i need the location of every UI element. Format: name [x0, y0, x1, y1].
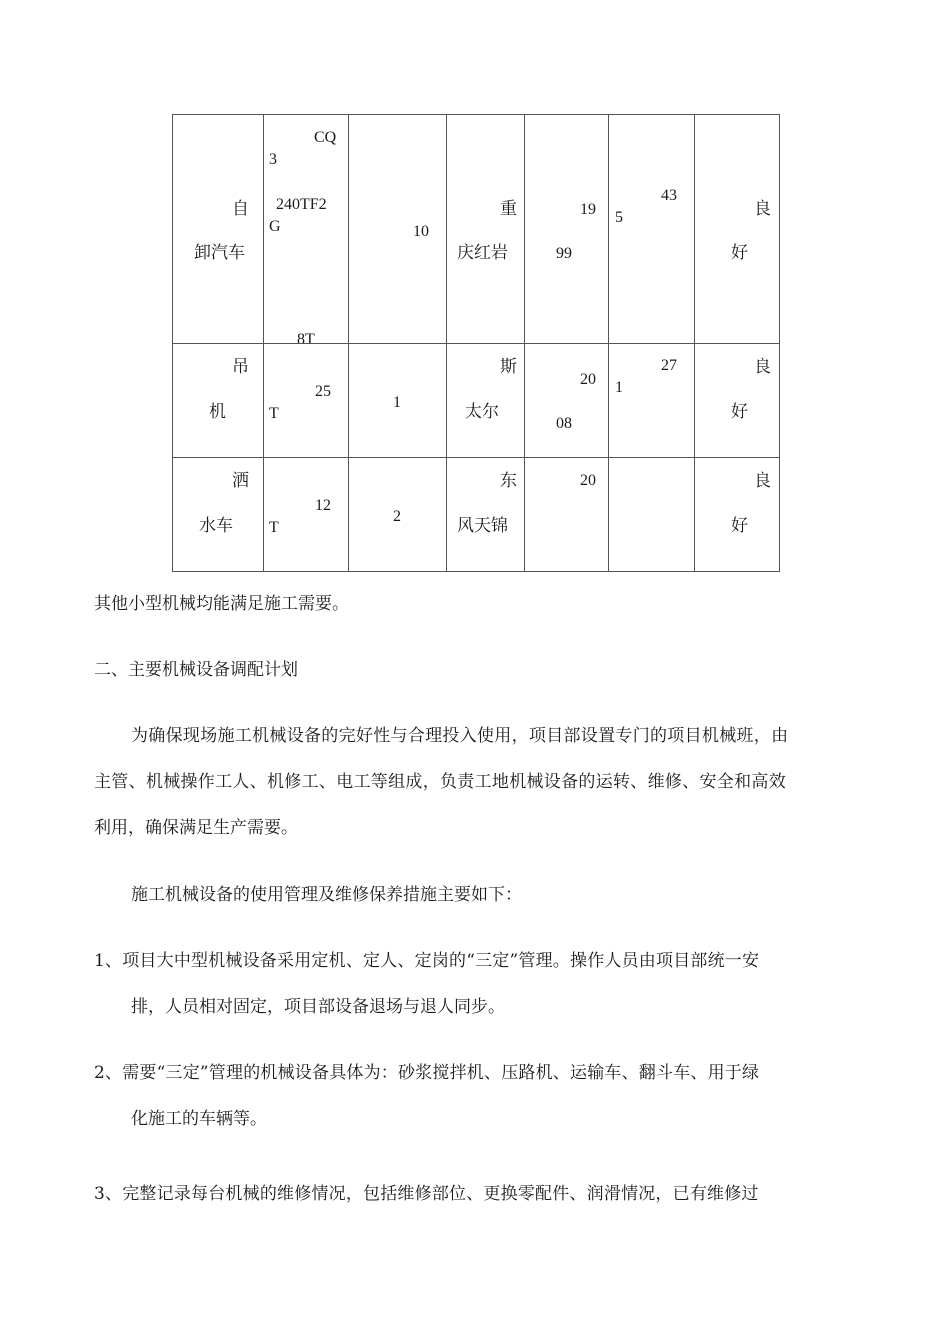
equipment-year: 08 — [556, 415, 572, 432]
table-col-divider — [446, 114, 447, 572]
equipment-year: 19 — [580, 201, 596, 218]
equipment-condition: 良 — [754, 471, 771, 491]
table-col-divider — [779, 114, 780, 572]
equipment-condition: 良 — [754, 357, 771, 377]
equipment-condition: 好 — [731, 243, 748, 263]
equipment-model: CQ — [314, 129, 337, 146]
equipment-power: 1 — [615, 379, 623, 396]
equipment-qty: 2 — [393, 508, 401, 525]
equipment-name: 自 — [232, 199, 249, 219]
table-col-divider — [263, 114, 264, 572]
equipment-year: 20 — [580, 371, 596, 388]
equipment-power: 27 — [661, 357, 677, 374]
equipment-qty: 1 — [393, 394, 401, 411]
equipment-name: 水车 — [199, 516, 233, 536]
equipment-model: T — [269, 519, 279, 536]
equipment-maker: 东 — [500, 471, 517, 491]
section-heading: 二、主要机械设备调配计划 — [94, 660, 298, 680]
paragraph: 其他小型机械均能满足施工需要。 — [94, 594, 349, 614]
equipment-power: 5 — [615, 209, 623, 226]
equipment-model: G — [269, 218, 281, 235]
paragraph: 主管、机械操作工人、机修工、电工等组成，负责工地机械设备的运转、维修、安全和高效 — [94, 772, 786, 792]
list-item: 3、完整记录每台机械的维修情况，包括维修部位、更换零配件、润滑情况，已有维修过 — [94, 1184, 759, 1204]
paragraph: 施工机械设备的使用管理及维修保养措施主要如下： — [131, 885, 522, 905]
table-col-divider — [524, 114, 525, 572]
equipment-model: 25 — [315, 383, 331, 400]
equipment-model: 3 — [269, 151, 277, 168]
paragraph: 利用，确保满足生产需要。 — [94, 818, 298, 838]
list-item: 1、项目大中型机械设备采用定机、定人、定岗的“三定”管理。操作人员由项目部统一安 — [94, 951, 760, 971]
equipment-year: 99 — [556, 245, 572, 262]
list-item-continuation: 化施工的车辆等。 — [131, 1109, 267, 1129]
table-col-divider — [172, 114, 173, 572]
equipment-condition: 好 — [731, 402, 748, 422]
equipment-condition: 良 — [754, 199, 771, 219]
equipment-name: 卸汽车 — [194, 243, 245, 263]
equipment-power: 43 — [661, 187, 677, 204]
table-col-divider — [608, 114, 609, 572]
equipment-model: T — [269, 405, 279, 422]
equipment-condition: 好 — [731, 516, 748, 536]
equipment-name: 洒 — [232, 471, 249, 491]
table-col-divider — [348, 114, 349, 572]
equipment-model: 8T — [297, 331, 315, 343]
table-col-divider — [694, 114, 695, 572]
equipment-maker: 斯 — [500, 357, 517, 377]
equipment-maker: 庆红岩 — [457, 243, 508, 263]
paragraph: 为确保现场施工机械设备的完好性与合理投入使用，项目部设置专门的项目机械班，由 — [131, 726, 789, 746]
equipment-year: 20 — [580, 472, 596, 489]
equipment-name: 机 — [209, 402, 226, 422]
equipment-model: 12 — [315, 497, 331, 514]
list-item-continuation: 排，人员相对固定，项目部设备退场与退人同步。 — [131, 997, 505, 1017]
equipment-maker: 太尔 — [465, 402, 499, 422]
equipment-model: 240TF2 — [276, 196, 327, 213]
equipment-name: 吊 — [232, 357, 249, 377]
equipment-maker: 风天锦 — [457, 516, 508, 536]
equipment-qty: 10 — [413, 223, 429, 240]
equipment-maker: 重 — [500, 199, 517, 219]
list-item: 2、需要“三定”管理的机械设备具体为：砂浆搅拌机、压路机、运输车、翻斗车、用于绿 — [94, 1063, 760, 1083]
